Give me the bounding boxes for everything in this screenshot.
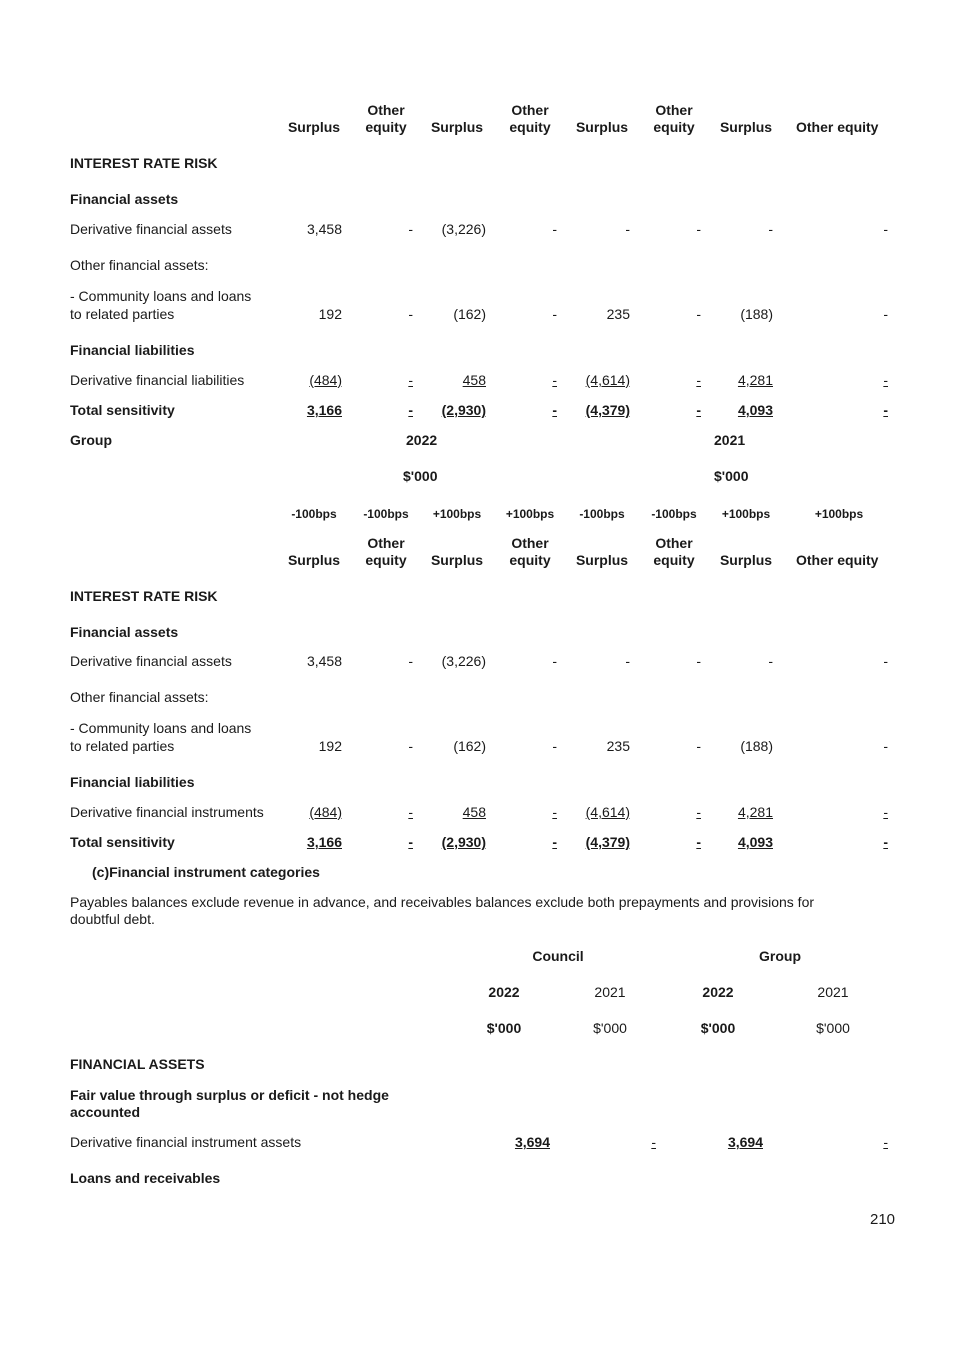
cat-year: 2022 (702, 984, 734, 1000)
t1-cell: 235 (606, 306, 630, 322)
cat-year: 2021 (594, 984, 626, 1000)
dfia-cell: - (883, 1134, 888, 1150)
bps-label: +100bps (432, 507, 482, 521)
t2-cell: - (883, 653, 888, 669)
t1-header-surplus-3: Surplus (575, 119, 629, 135)
t1-header-other-equity-2: Other equity (509, 102, 551, 135)
t2-cell: (3,226) (441, 653, 486, 669)
t2-total-cell: (4,379) (585, 834, 630, 850)
t2-section-title: INTEREST RATE RISK (70, 588, 218, 604)
t2-header-other-equity-4: Other equity (796, 552, 879, 568)
bps-label: -100bps (579, 507, 625, 521)
t1-cell: 3,458 (306, 221, 342, 237)
t2-row-label: Derivative financial instruments (70, 804, 264, 820)
t1-cell: (484) (309, 372, 342, 388)
t2-cell: - (883, 804, 888, 820)
t2-header-other-equity-1: Other equity (365, 535, 407, 568)
t2-cell: - (408, 804, 413, 820)
t2-header-surplus-2: Surplus (430, 552, 484, 568)
loans-receivables-heading: Loans and receivables (70, 1170, 221, 1186)
t1-cell: - (552, 221, 557, 237)
t2-cell: - (625, 653, 630, 669)
cat-unit: $'000 (486, 1020, 522, 1036)
t1-row-label: Derivative financial assets (70, 221, 232, 237)
bps-label: -100bps (291, 507, 337, 521)
page-number: 210 (870, 1211, 896, 1228)
t1-cell: - (768, 221, 773, 237)
cat-unit: $'000 (593, 1020, 627, 1036)
cat-year: 2022 (488, 984, 520, 1000)
dfia-cell: 3,694 (514, 1134, 550, 1150)
t1-total-cell: - (408, 402, 413, 418)
bps-label: +100bps (814, 507, 864, 521)
t1-cell: - (552, 372, 557, 388)
t1-cell: (3,226) (441, 221, 486, 237)
t1-row-label: Derivative financial liabilities (70, 372, 245, 388)
t2-cell: - (552, 804, 557, 820)
t1-header-other-equity-4: Other equity (796, 119, 879, 135)
bps-label: +100bps (721, 507, 771, 521)
t2-total-cell: - (883, 834, 888, 850)
t2-cell: - (883, 738, 888, 754)
categories-note: Payables balances exclude revenue in advance, and receivables balances exclude both prepayments and provisions for doubtful debt. (70, 894, 815, 927)
dfia-cell: - (651, 1134, 656, 1150)
t1-cell: 4,281 (737, 372, 773, 388)
group-header: Group (759, 948, 801, 964)
t1-total-cell: 4,093 (737, 402, 773, 418)
t2-row-label: Other financial assets: (70, 689, 209, 705)
group-year-2021: 2021 (714, 432, 746, 448)
t2-row-label: to related parties (70, 738, 175, 754)
t1-cell: - (408, 372, 413, 388)
categories-heading: (c)Financial instrument categories (92, 864, 320, 880)
dfia-label: Derivative financial instrument assets (70, 1134, 302, 1150)
group-unit-2021: $'000 (714, 468, 749, 484)
t1-row-label: to related parties (70, 306, 175, 322)
t2-cell: (4,614) (585, 804, 630, 820)
t2-header-surplus-4: Surplus (719, 552, 773, 568)
t1-header-surplus-1: Surplus (287, 119, 341, 135)
t2-total-cell: 3,166 (306, 834, 342, 850)
t2-total-cell: 4,093 (737, 834, 773, 850)
t1-total-cell: (4,379) (585, 402, 630, 418)
t2-cell: - (696, 653, 701, 669)
t2-header-surplus-3: Surplus (575, 552, 629, 568)
t1-cell: - (883, 306, 888, 322)
t1-cell: 192 (318, 306, 342, 322)
t1-header-other-equity-3: Other equity (653, 102, 695, 135)
t1-cell: (162) (453, 306, 486, 322)
t2-total-cell: (2,930) (441, 834, 486, 850)
t1-cell: - (883, 221, 888, 237)
t2-total-cell: - (552, 834, 557, 850)
t2-row-label: Derivative financial assets (70, 653, 232, 669)
t1-total-cell: - (696, 402, 701, 418)
bps-label: +100bps (505, 507, 555, 521)
t1-cell: - (696, 221, 701, 237)
t2-cell: - (408, 653, 413, 669)
t2-cell: 235 (606, 738, 630, 754)
group-label: Group (70, 432, 112, 448)
t2-cell: - (552, 653, 557, 669)
t2-cell: (162) (453, 738, 486, 754)
t1-total-cell: - (883, 402, 888, 418)
t2-cell: - (696, 804, 701, 820)
t1-header-other-equity-1: Other equity (365, 102, 407, 135)
t2-financial-liabilities-title: Financial liabilities (70, 774, 195, 790)
t1-total-label: Total sensitivity (70, 402, 175, 418)
t2-financial-assets-title: Financial assets (70, 624, 179, 640)
t1-cell: (188) (740, 306, 773, 322)
council-header: Council (532, 948, 584, 964)
bps-label: -100bps (651, 507, 697, 521)
t2-cell: - (696, 738, 701, 754)
t1-cell: - (408, 221, 413, 237)
t2-cell: - (408, 738, 413, 754)
t1-cell: (4,614) (585, 372, 630, 388)
cat-year: 2021 (817, 984, 849, 1000)
t2-total-cell: - (696, 834, 701, 850)
financial-assets-heading: FINANCIAL ASSETS (70, 1056, 205, 1072)
t1-cell: - (696, 372, 701, 388)
t1-cell: 458 (462, 372, 486, 388)
t2-cell: - (768, 653, 773, 669)
t1-row-label: - Community loans and loans (70, 288, 252, 304)
t1-cell: - (696, 306, 701, 322)
dfia-cell: 3,694 (727, 1134, 763, 1150)
t1-total-cell: - (552, 402, 557, 418)
group-year-2022: 2022 (406, 432, 438, 448)
t2-cell: 192 (318, 738, 342, 754)
t2-header-surplus-1: Surplus (287, 552, 341, 568)
bps-label: -100bps (363, 507, 409, 521)
t1-cell: - (552, 306, 557, 322)
t1-row-label: Other financial assets: (70, 257, 209, 273)
t2-total-cell: - (408, 834, 413, 850)
cat-unit: $'000 (700, 1020, 736, 1036)
fvtpl-heading: Fair value through surplus or deficit - not hedge accounted (70, 1087, 389, 1120)
t2-cell: (188) (740, 738, 773, 754)
t1-header-surplus-4: Surplus (719, 119, 773, 135)
t1-cell: - (625, 221, 630, 237)
t2-total-label: Total sensitivity (70, 834, 175, 850)
t2-cell: 458 (462, 804, 486, 820)
t1-header-surplus-2: Surplus (430, 119, 484, 135)
group-unit-2022: $'000 (403, 468, 438, 484)
t2-cell: (484) (309, 804, 342, 820)
t1-section-title: INTEREST RATE RISK (70, 155, 218, 171)
t1-cell: - (883, 372, 888, 388)
t2-row-label: - Community loans and loans (70, 720, 252, 736)
t2-cell: 3,458 (306, 653, 342, 669)
t2-header-other-equity-2: Other equity (509, 535, 551, 568)
t2-cell: - (552, 738, 557, 754)
t1-financial-liabilities-title: Financial liabilities (70, 342, 195, 358)
cat-unit: $'000 (816, 1020, 850, 1036)
t1-total-cell: (2,930) (441, 402, 486, 418)
t2-cell: 4,281 (737, 804, 773, 820)
t2-header-other-equity-3: Other equity (653, 535, 695, 568)
t1-cell: - (408, 306, 413, 322)
t1-financial-assets-title: Financial assets (70, 191, 179, 207)
t1-total-cell: 3,166 (306, 402, 342, 418)
